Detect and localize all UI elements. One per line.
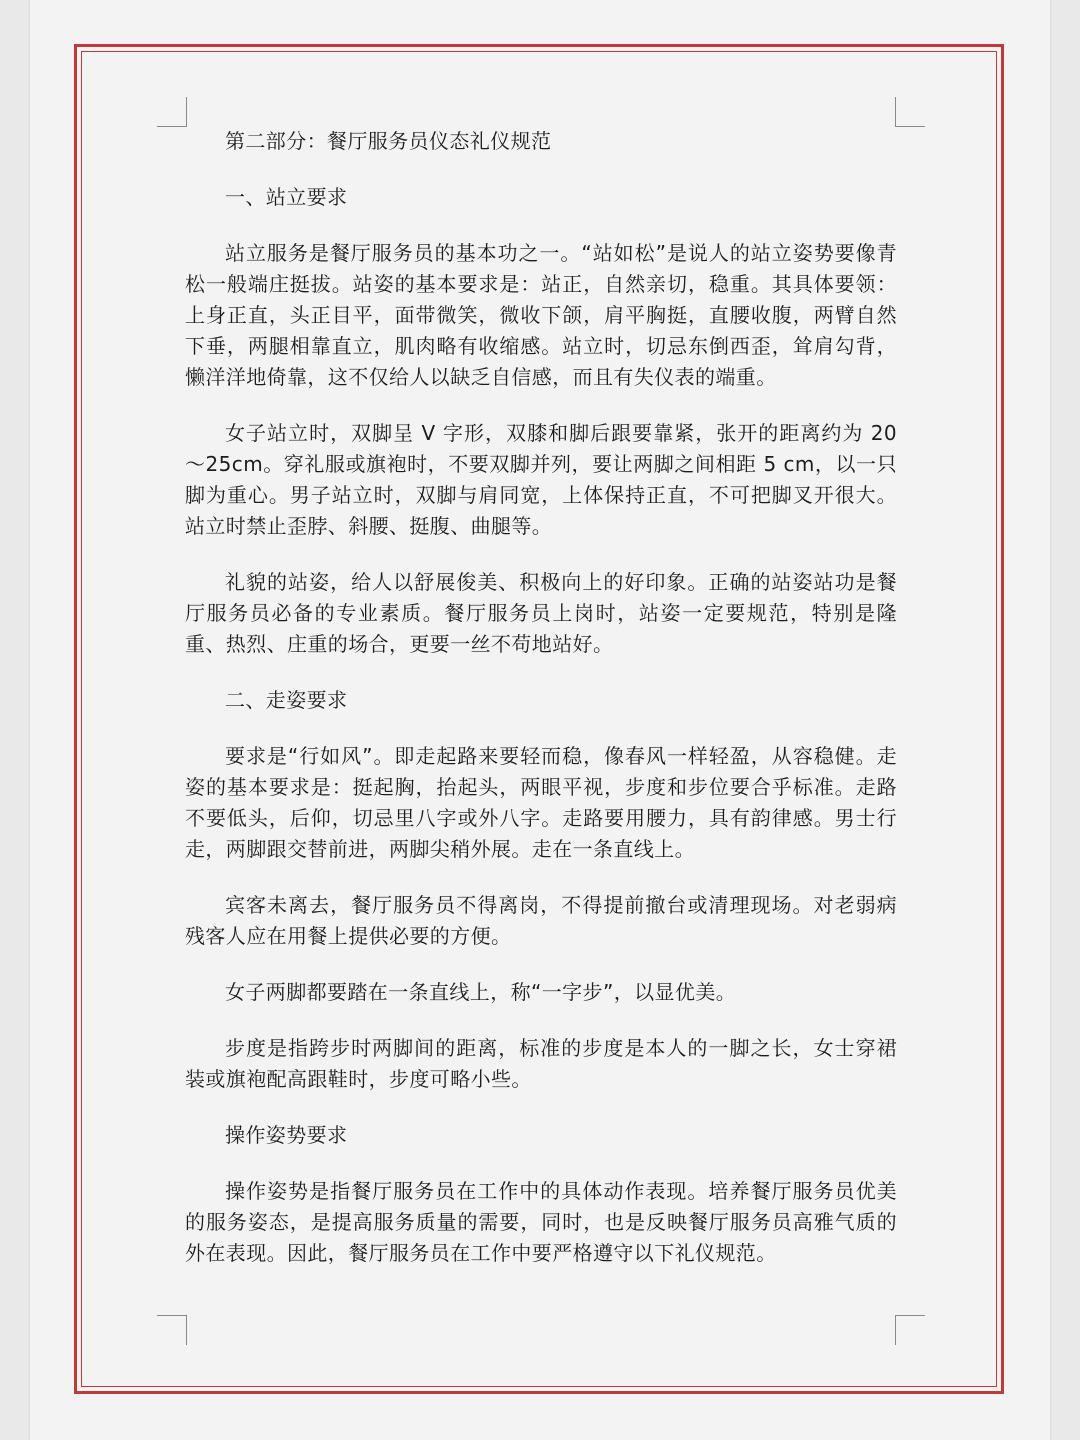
crop-mark-top-left xyxy=(157,97,187,127)
crop-mark-top-right xyxy=(895,97,925,127)
crop-mark-bottom-right xyxy=(895,1315,925,1345)
paragraph: 礼貌的站姿，给人以舒展俊美、积极向上的好印象。正确的站姿站功是餐厅服务员必备的专业素质。餐厅服务员上岗时，站姿一定要规范，特别是隆重、热烈、庄重的场合，更要一丝不苟地站好。 xyxy=(185,570,897,656)
paragraph: 操作姿势是指餐厅服务员在工作中的具体动作表现。培养餐厅服务员优美的服务姿态，是提高服务质量的需要，同时，也是反映餐厅服务员高雅气质的外在表现。因此，餐厅服务员在工作中要严格遵守以下礼仪规范。 xyxy=(185,1179,897,1265)
paragraph: 女子两脚都要踏在一条直线上，称“一字步”，以显优美。 xyxy=(225,980,737,1004)
paragraph: 宾客未离去，餐厅服务员不得离岗，不得提前撤台或清理现场。对老弱病残客人应在用餐上提供必要的方便。 xyxy=(185,893,897,948)
crop-mark-bottom-left xyxy=(157,1315,187,1345)
section-heading-walking: 二、走姿要求 xyxy=(225,688,348,712)
document-title: 第二部分：餐厅服务员仪态礼仪规范 xyxy=(225,129,552,153)
paragraph: 步度是指跨步时两脚间的距离，标准的步度是本人的一脚之长，女士穿裙装或旗袍配高跟鞋时，步度可略小些。 xyxy=(185,1036,897,1091)
document-body[interactable] xyxy=(185,126,897,1294)
paragraph: 要求是“行如风”。即走起路来要轻而稳，像春风一样轻盈，从容稳健。走姿的基本要求是：挺起胸，抬起头，两眼平视，步度和步位要合乎标准。走路不要低头，后仰，切忌里八字或外八字。走路要用腰力，具有韵律感。男士行走，两脚跟交替前进，两脚尖稍外展。走在一条直线上。 xyxy=(185,744,897,861)
section-heading-standing: 一、站立要求 xyxy=(225,185,348,209)
paragraph: 站立服务是餐厅服务员的基本功之一。“站如松”是说人的站立姿势要像青松一般端庄挺拔。站姿的基本要求是：站正，自然亲切，稳重。其具体要领：上身正直，头正目平，面带微笑，微收下颌，肩平胸挺，直腰收腹，两臂自然下垂，两腿相靠直立，肌肉略有收缩感。站立时，切忌东倒西歪，耸肩勾背，懒洋洋地倚靠，这不仅给人以缺乏自信感，而且有失仪表的端重。 xyxy=(185,241,897,389)
section-heading-operation: 操作姿势要求 xyxy=(225,1123,348,1147)
paragraph: 女子站立时，双脚呈 V 字形，双膝和脚后跟要靠紧，张开的距离约为 20～25cm。穿礼服或旗袍时，不要双脚并列，要让两脚之间相距 5 cm，以一只脚为重心。男子站立时，双脚与肩同宽，上体保持正直，不可把脚叉开很大。站立时禁止歪脖、斜腰、挺腹、曲腿等。 xyxy=(185,421,897,538)
